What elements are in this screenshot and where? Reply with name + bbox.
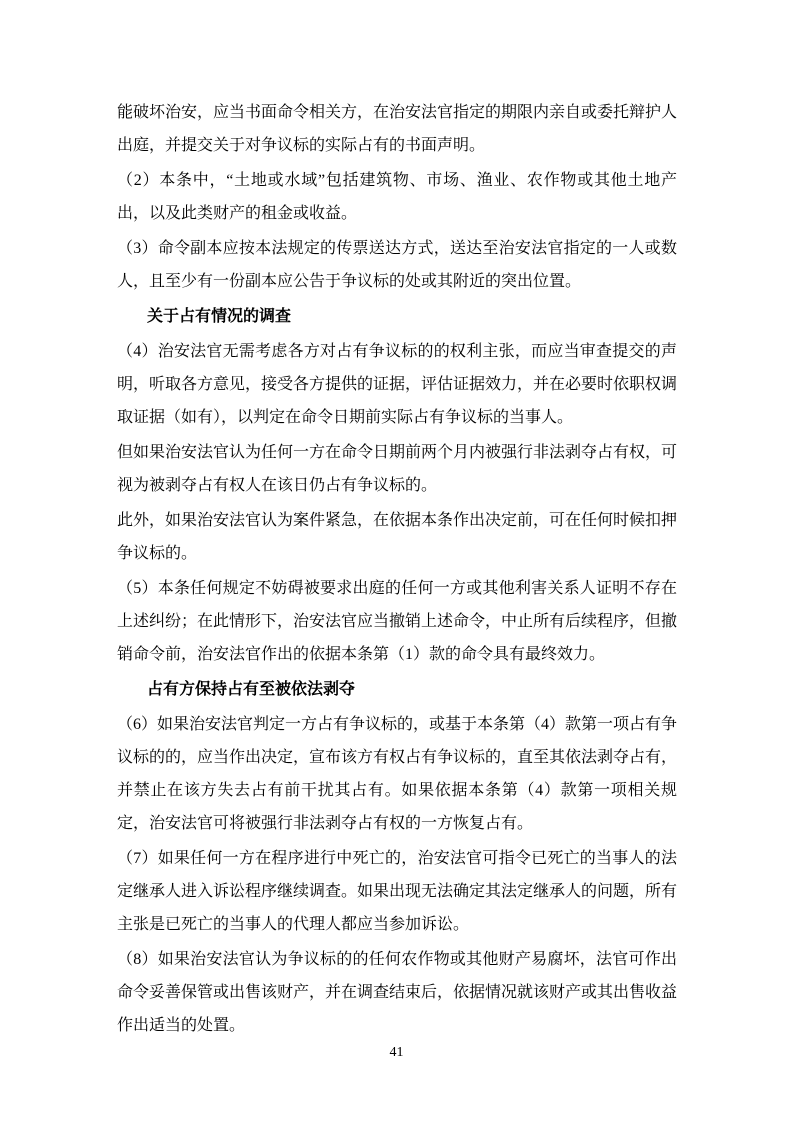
paragraph-clause-4-proviso: 但如果治安法官认为任何一方在命令日期前两个月内被强行非法剥夺占有权，可视为被剥夺占有权人在该日仍占有争议标的。 [117, 444, 678, 494]
section-heading-possession-investigation: 关于占有情况的调查 [147, 308, 292, 325]
page-number: 41 [389, 1045, 404, 1060]
paragraph-clause-4: （4）治安法官无需考虑各方对占有争议标的的权利主张，而应当审查提交的声明，听取各方意见，接受各方提供的证据，评估证据效力，并在必要时依职权调取证据（如有），以判定在命令日期前实际占有争议标的当事人。 [117, 343, 678, 426]
document-body [117, 96, 677, 1044]
section-heading-retain-possession: 占有方保持占有至被依法剥夺 [147, 681, 356, 698]
paragraph-clause-4-urgency: 此外，如果治安法官认为案件紧急，在依据本条作出决定前，可在任何时候扣押争议标的。 [117, 512, 678, 562]
paragraph-clause-6: （6）如果治安法官判定一方占有争议标的，或基于本条第（4）款第一项占有争议标的的，应当作出决定，宣布该方有权占有争议标的，直至其依法剥夺占有，并禁止在该方失去占有前干扰其占有。如果依据本条第（4）款第一项相关规定，治安法官可将被强行非法剥夺占有权的一方恢复占有。 [117, 716, 678, 832]
paragraph-clause-2: （2）本条中，“土地或水域”包括建筑物、市场、渔业、农作物或其他土地产出，以及此类财产的租金或收益。 [117, 172, 677, 222]
paragraph-clause-5: （5）本条任何规定不妨碍被要求出庭的任何一方或其他利害关系人证明不存在上述纠纷；在此情形下，治安法官应当撤销上述命令，中止所有后续程序，但撤销命令前，治安法官作出的依据本条第（1）款的命令具有最终效力。 [117, 580, 678, 663]
paragraph-clause-8: （8）如果治安法官认为争议标的的任何农作物或其他财产易腐坏，法官可作出命令妥善保管或出售该财产，并在调查结束后，依据情况就该财产或其出售收益作出适当的处置。 [117, 951, 678, 1034]
paragraph: 能破坏治安，应当书面命令相关方，在治安法官指定的期限内亲自或委托辩护人出庭，并提交关于对争议标的实际占有的书面声明。 [117, 104, 678, 154]
paragraph-clause-7: （7）如果任何一方在程序进行中死亡的，治安法官可指令已死亡的当事人的法定继承人进入诉讼程序继续调查。如果出现无法确定其法定继承人的问题，所有主张是已死亡的当事人的代理人都应当参加诉讼。 [117, 850, 678, 933]
paragraph-clause-3: （3）命令副本应按本法规定的传票送达方式，送达至治安法官指定的一人或数人，且至少有一份副本应公告于争议标的处或其附近的突出位置。 [117, 240, 677, 290]
